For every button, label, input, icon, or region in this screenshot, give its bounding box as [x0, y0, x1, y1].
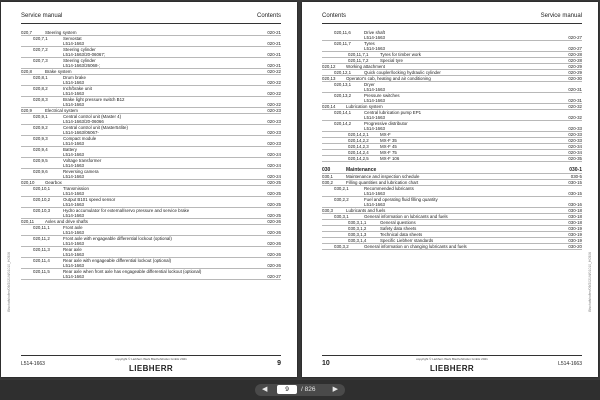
toc-entry-title: Brake light pressure switch B12 [63, 97, 125, 102]
toc-entry-number: 020,11 [21, 219, 35, 224]
toc-entry-title: Central control unit (Master 4) [63, 114, 122, 119]
toc-entry-title-block [322, 93, 582, 103]
toc-entry-page: 030-1 [569, 167, 582, 173]
page-header [21, 11, 281, 24]
toc-entry-title: General information on changing lubricants and fuels [364, 244, 467, 249]
toc-entry-subline: L514-1663 [364, 115, 385, 120]
toc-entry-subline: L514-1663 [63, 91, 84, 96]
toc-entry[interactable] [21, 97, 281, 108]
toc-entry-subline: L514-1663/20-06067; [63, 52, 105, 57]
toc-entry[interactable] [21, 147, 281, 158]
toc-entry-page: 020-29 [568, 70, 582, 75]
toc-entry-title: Working attachment [346, 64, 385, 69]
toc-entry-number: 020,11,4 [33, 258, 50, 263]
toc-entry-page: 020-31 [568, 87, 582, 92]
toc-entry-page: 020-25 [267, 202, 281, 207]
toc-entry[interactable] [21, 269, 281, 280]
toc-entry-page: 020-24 [267, 174, 281, 179]
toc-entry-page: 020-23 [267, 141, 281, 146]
toc-entry-number: 020,11,6 [334, 30, 351, 35]
toc-entry-number: 020,11,7,2 [348, 58, 369, 63]
toc-entry-number: 020,7,1 [33, 36, 48, 41]
chevron-right-icon[interactable]: ▶ [332, 386, 338, 393]
toc-entry-title-block [21, 169, 281, 179]
toc-entry-page: 030-19 [568, 232, 582, 237]
toc-entry-title: Recommended lubricants [364, 186, 414, 191]
right-page [302, 2, 598, 377]
toc-entry-number: 030,2,2 [334, 197, 349, 202]
toc-entry-page: 020-25 [267, 213, 281, 218]
toc-entry-number: 020,9,5 [33, 158, 48, 163]
toc-entry[interactable] [21, 169, 281, 180]
toc-entry-page: 020-28 [568, 58, 582, 63]
toc-entry-page: 030-18 [568, 214, 582, 219]
toc-entry-title: Progressive distributor [364, 121, 408, 126]
toc-entry-title: Battery [63, 147, 77, 152]
page-number: 9 [277, 360, 281, 367]
toc-entry-title: Central control unit (Master54lite) [63, 125, 128, 130]
toc-entry-title: Steering cylinder [63, 47, 96, 52]
toc-entry-title-block [21, 136, 281, 146]
toc-entry-number: 020,14,2,4 [348, 150, 369, 155]
toc-entry-number: 020,11,5 [33, 269, 50, 274]
toc-entry-subline: L514-1663 [63, 102, 84, 107]
toc-entry-subline: L514-1663 [63, 141, 84, 146]
toc-entry-subline: L514-1663 [63, 152, 84, 157]
toc-entry[interactable] [21, 125, 281, 136]
toc-entry[interactable] [21, 236, 281, 247]
table-of-contents [21, 30, 281, 280]
toc-entry-page: 020-29 [568, 64, 582, 69]
toc-entry-title-block [21, 58, 281, 68]
footer-doc-code: L514-1663 [21, 361, 45, 367]
toc-entry-number: 020,11,3 [33, 247, 50, 252]
toc-entry-number: 020,11,7 [334, 41, 351, 46]
toc-entry-page: 020-26 [267, 241, 281, 246]
toc-entry-page: 030-19 [568, 238, 582, 243]
toc-entry-subline: L514-1663 [63, 202, 84, 207]
toc-entry-page: 020-27 [568, 35, 582, 40]
header-section: Contents [256, 13, 281, 19]
chevron-left-icon[interactable]: ◀ [262, 386, 268, 393]
page-header [322, 11, 582, 24]
toc-entry-page: 020-21 [267, 30, 281, 35]
toc-entry-page: 020-26 [267, 263, 281, 268]
toc-entry-title-block [21, 225, 281, 235]
toc-entry-title: General questions [380, 220, 416, 225]
toc-entry-subline: L514-1663 [364, 191, 385, 196]
toc-entry-page: 020-22 [267, 80, 281, 85]
page-footer [21, 355, 281, 373]
toc-entry-title: General information on lubricants and fuels [364, 214, 448, 219]
toc-entry-title-block [322, 121, 582, 131]
liebherr-logo: LIEBHERR [429, 364, 475, 373]
toc-entry-title: Specific Liebherr standards [380, 238, 434, 243]
toc-entry-number: 030,3 [322, 208, 333, 213]
toc-entry-page: 020-33 [568, 138, 582, 143]
toc-entry-number: 030,3,1,2 [348, 226, 367, 231]
toc-entry-page: 020-24 [267, 152, 281, 157]
toc-entry-page: 020-22 [267, 69, 281, 74]
toc-entry-title: Reversing camera [63, 169, 99, 174]
toc-entry-title-block [21, 147, 281, 157]
toc-entry-title: Rear axle with engageable differential lockout (optional) [63, 258, 172, 263]
toc-entry-title-block [21, 236, 281, 246]
toc-entry[interactable] [21, 136, 281, 147]
toc-entry[interactable] [21, 186, 281, 197]
toc-entry-number: 030,3,1,4 [348, 238, 367, 243]
toc-entry-title: Tyres [364, 41, 375, 46]
toc-entry[interactable] [21, 258, 281, 269]
toc-entry-title: Central lubrication pump EP1 [364, 110, 422, 115]
toc-entry-number: 020,7 [21, 30, 32, 35]
toc-entry-number: 020,13 [322, 76, 336, 81]
toc-entry-page: 020-32 [568, 104, 582, 109]
toc-entry[interactable] [322, 110, 582, 121]
toc-entry-page: 020-33 [568, 126, 582, 131]
toc-entry-title-block [21, 208, 281, 218]
toc-entry-title: Lubrication system [346, 104, 383, 109]
toc-entry-title: Transmission [63, 186, 89, 191]
toc-entry[interactable] [21, 197, 281, 208]
page-number-input[interactable]: 9 [277, 385, 297, 394]
toc-entry-number: 020,9,6 [33, 169, 48, 174]
toc-entry-title-block [322, 70, 582, 75]
toc-entry-title: Rear axle [63, 247, 82, 252]
toc-entry-title-block [21, 97, 281, 107]
page-total: / 826 [301, 386, 316, 393]
toc-entry-title-block [21, 269, 281, 279]
toc-entry-title: Brake system [45, 69, 72, 74]
toc-entry-number: 020,14 [322, 104, 336, 109]
toc-entry-title: Pressure switches [364, 93, 400, 98]
toc-entry-title-block [21, 180, 281, 185]
toc-entry-subline: L514-1663 [63, 80, 84, 85]
footer-copyright: copyright © Liebherr-Werk Bischofshofen GmbH 2021 [115, 357, 187, 361]
toc-entry-page: 020-31 [568, 98, 582, 103]
toc-entry[interactable] [322, 30, 582, 41]
toc-entry-number: 020,8,3 [33, 97, 48, 102]
toc-entry[interactable] [21, 225, 281, 236]
toc-entry[interactable] [21, 47, 281, 58]
toc-entry-number: 020,7,3 [33, 58, 48, 63]
toc-entry-page: 020-22 [267, 91, 281, 96]
toc-entry-number: 020,9,4 [33, 147, 48, 152]
toc-entry-number: 020,11,1 [33, 225, 50, 230]
toc-entry-title-block [21, 258, 281, 268]
toc-entry-subline: L514-1663 [364, 46, 385, 51]
toc-entry-subline: L514-1663 [364, 126, 385, 131]
toc-entry-title: Lubricants and fuels [346, 208, 386, 213]
toc-entry-number: 020,8,2 [33, 86, 48, 91]
page-navigator [255, 384, 345, 396]
side-code: Bischofshofen/09/2021/4/01010_H0506 [7, 252, 11, 312]
toc-entry-number: 020,14,2,5 [348, 156, 369, 161]
toc-entry-title: Front axle with engageable differential lockout (optional) [63, 236, 172, 241]
toc-entry-number: 020,12,1 [334, 70, 352, 75]
toc-entry-title: Maintenance [346, 167, 377, 173]
toc-entry-title: Special tyre [380, 58, 403, 63]
toc-entry-number: 030,2 [322, 180, 333, 185]
toc-entry-page: 020-22 [267, 102, 281, 107]
toc-entry-title-block [322, 208, 582, 213]
toc-entry-title-block [322, 244, 582, 249]
toc-entry-title-block [21, 114, 281, 124]
toc-entry-number: 020,14,2,3 [348, 144, 369, 149]
toc-entry[interactable] [322, 121, 582, 132]
toc-entry-page: 020-23 [267, 119, 281, 124]
toc-entry-page: 030-5 [570, 174, 582, 179]
toc-entry-number: 020,7,2 [33, 47, 48, 52]
header-title: Service manual [21, 13, 63, 19]
toc-entry-title-block [21, 125, 281, 135]
toc-entry-title-block [322, 82, 582, 92]
toc-entry-number: 020,13,2 [334, 93, 352, 98]
toc-entry-subline: L514-1663/20-06066 [63, 119, 104, 124]
toc-entry-number: 020,14,2,1 [348, 132, 369, 137]
toc-entry-title: Dryer [364, 82, 375, 87]
toc-entry-title-block [322, 76, 582, 81]
toc-entry-title: MX-F 75 [380, 150, 397, 155]
toc-entry-page: 020-21 [267, 41, 281, 46]
toc-entry-page: 020-26 [267, 252, 281, 257]
toc-entry-number: 020,14,2 [334, 121, 352, 126]
toc-entry[interactable] [322, 167, 582, 174]
toc-entry[interactable] [322, 186, 582, 197]
toc-entry-page: 030-15 [568, 180, 582, 185]
toc-entry-title-block [322, 197, 582, 207]
toc-entry-title-block [21, 69, 281, 74]
toc-entry-subline: L514-1663 [364, 202, 385, 207]
toc-entry-title-block [21, 30, 281, 35]
toc-entry-title-block [322, 110, 582, 120]
toc-entry-subline: L514-1663 [364, 35, 385, 40]
toc-entry-title-block [322, 104, 582, 109]
toc-entry-subline: L514-1663 [364, 87, 385, 92]
toc-entry-page: 020-21 [267, 52, 281, 57]
toc-entry-subline: L514-1663 [63, 163, 84, 168]
toc-entry-page: 020-25 [267, 180, 281, 185]
toc-entry-title: Fuel and operating fluid filling quantity [364, 197, 438, 202]
toc-entry-number: 030,3,1,1 [348, 220, 367, 225]
toc-entry-number: 030 [322, 167, 331, 173]
toc-entry[interactable] [21, 75, 281, 86]
toc-entry-subline: L514-1663 [63, 241, 84, 246]
toc-entry[interactable] [322, 41, 582, 52]
toc-entry-number: 030,3,2 [334, 244, 349, 249]
toc-entry-page: 030-20 [568, 244, 582, 249]
header-title: Service manual [540, 13, 582, 19]
toc-entry-title: Electrical system [45, 108, 78, 113]
table-of-contents [322, 30, 582, 250]
toc-entry-title: Drum brake [63, 75, 86, 80]
toc-entry-number: 020,10,2 [33, 197, 51, 202]
toc-entry-page: 030-18 [568, 220, 582, 225]
toc-entry-title: MX-F 35 [380, 138, 397, 143]
toc-entry-title: Steering system [45, 30, 77, 35]
toc-entry-title-block [322, 30, 582, 40]
toc-entry-title-block [322, 64, 582, 69]
toc-entry-title-block [21, 197, 281, 207]
footer-doc-code: L514-1663 [558, 361, 582, 367]
toc-entry-title: Operator's cab, heating and air conditioning [346, 76, 431, 81]
toc-entry-title: Voltage transformer [63, 158, 102, 163]
toc-entry-title: Filling quantities and lubrication chart [346, 180, 419, 185]
toc-entry-title-block [322, 41, 582, 51]
left-page [1, 2, 297, 377]
toc-entry-page: 020-26 [267, 230, 281, 235]
toc-entry-number: 020,14,1 [334, 110, 352, 115]
toc-entry-title-block [322, 167, 582, 173]
toc-entry-title: Output B101 speed sensor [63, 197, 116, 202]
toc-entry-title: Gearbox [45, 180, 62, 185]
toc-entry-page: 020-26 [267, 219, 281, 224]
liebherr-logo: LIEBHERR [128, 364, 174, 373]
toc-entry[interactable] [21, 86, 281, 97]
toc-entry-subline: L514-1663 [63, 41, 84, 46]
toc-entry[interactable] [322, 156, 582, 162]
toc-entry-page: 020-23 [267, 108, 281, 113]
toc-entry-page: 030-15 [568, 191, 582, 196]
toc-entry-title: Front axle [63, 225, 83, 230]
toc-entry-subline: L514-1663 [63, 252, 84, 257]
toc-entry[interactable] [322, 244, 582, 250]
toc-entry-page: 020-25 [267, 191, 281, 196]
toc-entry-title-block [21, 247, 281, 257]
toc-entry-subline: L514-1663 [364, 98, 385, 103]
toc-entry-subline: L514-1663 [63, 230, 84, 235]
footer-copyright: copyright © Liebherr-Werk Bischofshofen GmbH 2021 [416, 357, 488, 361]
toc-entry-title: Technical data sheets [380, 232, 423, 237]
toc-entry-title-block [21, 86, 281, 96]
toc-entry-page: 020-23 [267, 130, 281, 135]
toc-entry-title: Axles and drive shafts [45, 219, 88, 224]
toc-entry-subline: L514-1663/06067- [63, 130, 99, 135]
toc-entry-page: 030-19 [568, 226, 582, 231]
toc-entry-number: 020,10,1 [33, 186, 51, 191]
toc-entry-number: 020,12 [322, 64, 336, 69]
toc-entry-page: 030-16 [568, 202, 582, 207]
toc-entry[interactable] [21, 36, 281, 47]
toc-entry-number: 030,3,1 [334, 214, 349, 219]
toc-entry[interactable] [322, 82, 582, 93]
toc-entry-page: 020-21 [267, 63, 281, 68]
toc-entry-number: 020,14,2,2 [348, 138, 369, 143]
toc-entry-page: 020-28 [568, 52, 582, 57]
page-footer [322, 355, 582, 373]
toc-entry-page: 020-33 [568, 132, 582, 137]
viewer-toolbar [0, 380, 600, 400]
toc-entry-title: MX-F 45 [380, 144, 397, 149]
toc-entry-page: 020-27 [267, 274, 281, 279]
toc-entry-number: 020,11,2 [33, 236, 50, 241]
toc-entry-number: 020,10 [21, 180, 35, 185]
toc-entry-title-block [21, 36, 281, 46]
toc-entry[interactable] [21, 208, 281, 219]
toc-entry-subline: L514-1663 [63, 213, 84, 218]
toc-entry-number: 020,9,3 [33, 136, 48, 141]
toc-entry[interactable] [21, 247, 281, 258]
toc-entry-title: MX-F 106 [380, 156, 400, 161]
page-number: 10 [322, 360, 330, 367]
toc-entry-title: Hydro accumulator for external/servo pressure and service brake [63, 208, 190, 213]
toc-entry-subline: L514-1663 [63, 191, 84, 196]
toc-entry-page: 020-24 [267, 163, 281, 168]
toc-entry-title-block [322, 186, 582, 196]
toc-entry-page: 020-30 [568, 76, 582, 81]
toc-entry-number: 020,9,1 [33, 114, 48, 119]
toc-entry-page: 020-35 [568, 156, 582, 161]
toc-entry-title-block [322, 180, 582, 185]
toc-entry-title-block [21, 186, 281, 196]
toc-entry-title-block [322, 214, 582, 219]
toc-entry-title-block [21, 158, 281, 168]
toc-entry-title: Rear axle when front axle has engageable differential lockout (optional) [63, 269, 202, 274]
toc-entry-number: 020,9 [21, 108, 32, 113]
toc-entry-title: Maintenance and inspection schedule [346, 174, 420, 179]
toc-entry-subline: L514-1663 [63, 274, 84, 279]
toc-entry-title: MX-F [380, 132, 391, 137]
toc-entry-number: 020,11,7,1 [348, 52, 369, 57]
toc-entry-title-block [21, 47, 281, 57]
toc-entry-title: Inch/brake unit [63, 86, 92, 91]
toc-entry-title: Compact module [63, 136, 97, 141]
toc-entry-number: 030,2,1 [334, 186, 349, 191]
toc-entry-page: 020-34 [568, 150, 582, 155]
toc-entry-number: 020,8 [21, 69, 32, 74]
side-code: Bischofshofen/09/2021/4/01010_H0506 [588, 252, 592, 312]
toc-entry[interactable] [21, 58, 281, 69]
toc-entry-title-block [21, 108, 281, 113]
toc-entry-title-block [21, 219, 281, 224]
toc-entry[interactable] [21, 114, 281, 125]
toc-entry[interactable] [21, 158, 281, 169]
header-section: Contents [322, 13, 347, 19]
toc-entry-title: Drive shaft [364, 30, 385, 35]
toc-entry-page: 020-34 [568, 144, 582, 149]
toc-entry-title-block [21, 75, 281, 85]
toc-entry-number: 030,1 [322, 174, 333, 179]
toc-entry-page: 020-32 [568, 115, 582, 120]
toc-entry-page: 030-18 [568, 208, 582, 213]
toc-entry[interactable] [322, 197, 582, 208]
toc-entry-page: 020-27 [568, 46, 582, 51]
toc-entry-number: 020,8,1 [33, 75, 48, 80]
toc-entry-subline: L514-1663 [63, 174, 84, 179]
toc-entry-number: 030,3,1,3 [348, 232, 367, 237]
toc-entry-subline: L514-1663 [63, 263, 84, 268]
toc-entry-title-block [322, 174, 582, 179]
toc-entry-title: Steering cylinder [63, 58, 96, 63]
toc-entry[interactable] [322, 93, 582, 104]
toc-entry-title: Quick coupler/locking hydraulic cylinder [364, 70, 441, 75]
toc-entry-number: 020,13,1 [334, 82, 352, 87]
toc-entry-subline: L514-1663/26068-; [63, 63, 101, 68]
toc-entry-title: Tyres for timber work [380, 52, 421, 57]
toc-entry-title: Safety data sheets [380, 226, 417, 231]
toc-entry-number: 020,9,2 [33, 125, 48, 130]
toc-entry-number: 020,10,3 [33, 208, 51, 213]
toc-entry-title: Servostat [63, 36, 82, 41]
